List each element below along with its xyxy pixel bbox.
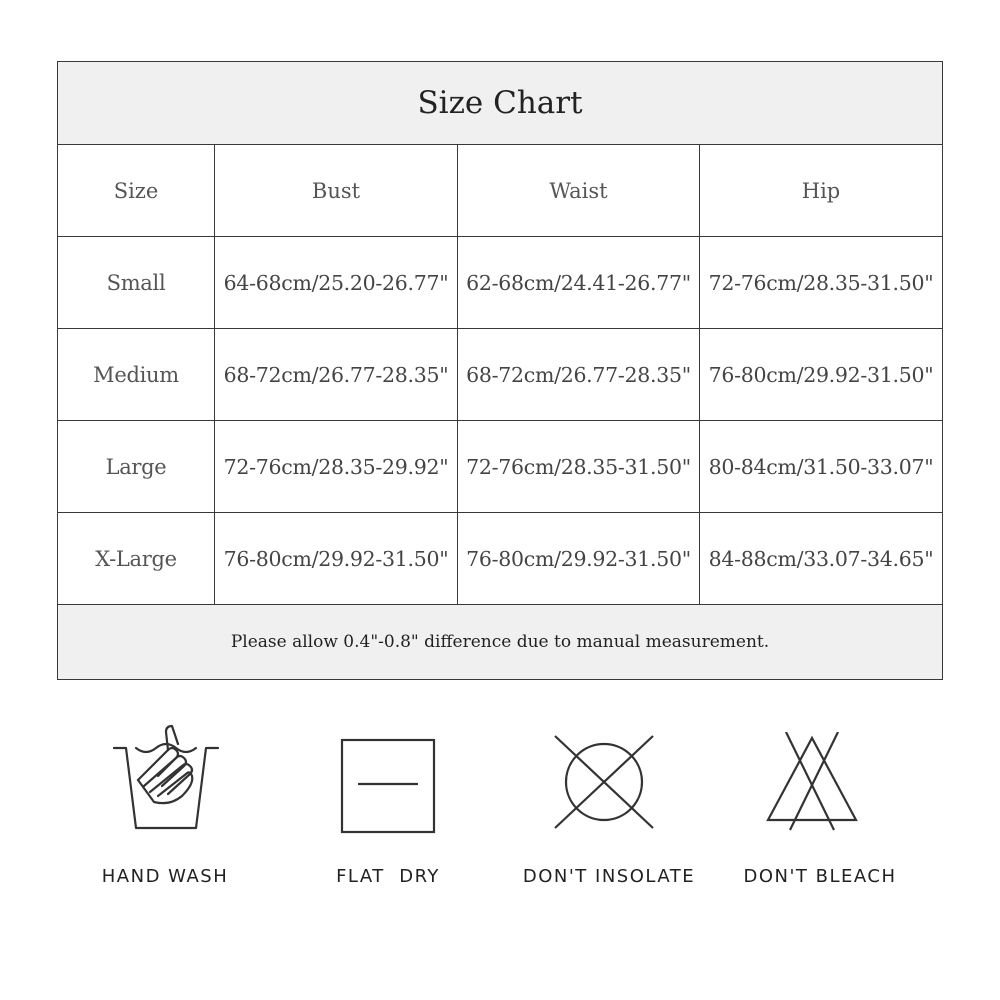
column-header-hip: Hip [700, 145, 943, 237]
flat-dry-icon [338, 736, 438, 836]
table-row [58, 421, 943, 513]
measurement-note: Please allow 0.4"-0.8" difference due to manual measurement. [58, 605, 943, 680]
hip-cell: 80-84cm/31.50-33.07" [700, 421, 943, 513]
size-cell: Small [58, 237, 215, 329]
waist-cell: 62-68cm/24.41-26.77" [458, 237, 700, 329]
hip-cell: 84-88cm/33.07-34.65" [700, 513, 943, 605]
dont-insolate-icon [549, 732, 659, 832]
care-item-hand-wash [66, 718, 266, 836]
bust-cell: 72-76cm/28.35-29.92" [215, 421, 458, 513]
hip-cell: 72-76cm/28.35-31.50" [700, 237, 943, 329]
care-label-dont-bleach: DON'T BLEACH [743, 866, 897, 887]
table-row [58, 329, 943, 421]
column-header-waist: Waist [458, 145, 700, 237]
size-cell: Medium [58, 329, 215, 421]
chart-title: Size Chart [58, 62, 943, 145]
waist-cell: 68-72cm/26.77-28.35" [458, 329, 700, 421]
care-item-flat-dry [288, 718, 488, 836]
care-label-flat-dry: FLAT DRY [336, 866, 440, 887]
column-header-bust: Bust [215, 145, 458, 237]
dont-bleach-icon [764, 732, 860, 832]
care-item-dont-bleach [712, 718, 912, 832]
bust-cell: 76-80cm/29.92-31.50" [215, 513, 458, 605]
size-cell: Large [58, 421, 215, 513]
waist-cell: 72-76cm/28.35-31.50" [458, 421, 700, 513]
care-label-dont-insolate: DON'T INSOLATE [522, 866, 696, 887]
bust-cell: 68-72cm/26.77-28.35" [215, 329, 458, 421]
size-cell: X-Large [58, 513, 215, 605]
bust-cell: 64-68cm/25.20-26.77" [215, 237, 458, 329]
hand-wash-icon [106, 718, 226, 836]
table-row [58, 237, 943, 329]
header-row [58, 145, 943, 237]
care-item-dont-insolate [504, 718, 704, 832]
table-row [58, 513, 943, 605]
hip-cell: 76-80cm/29.92-31.50" [700, 329, 943, 421]
column-header-size: Size [58, 145, 215, 237]
waist-cell: 76-80cm/29.92-31.50" [458, 513, 700, 605]
care-label-hand-wash: HAND WASH [101, 866, 229, 887]
note-row [58, 605, 943, 680]
size-chart-table [57, 61, 943, 680]
title-row [58, 62, 943, 145]
